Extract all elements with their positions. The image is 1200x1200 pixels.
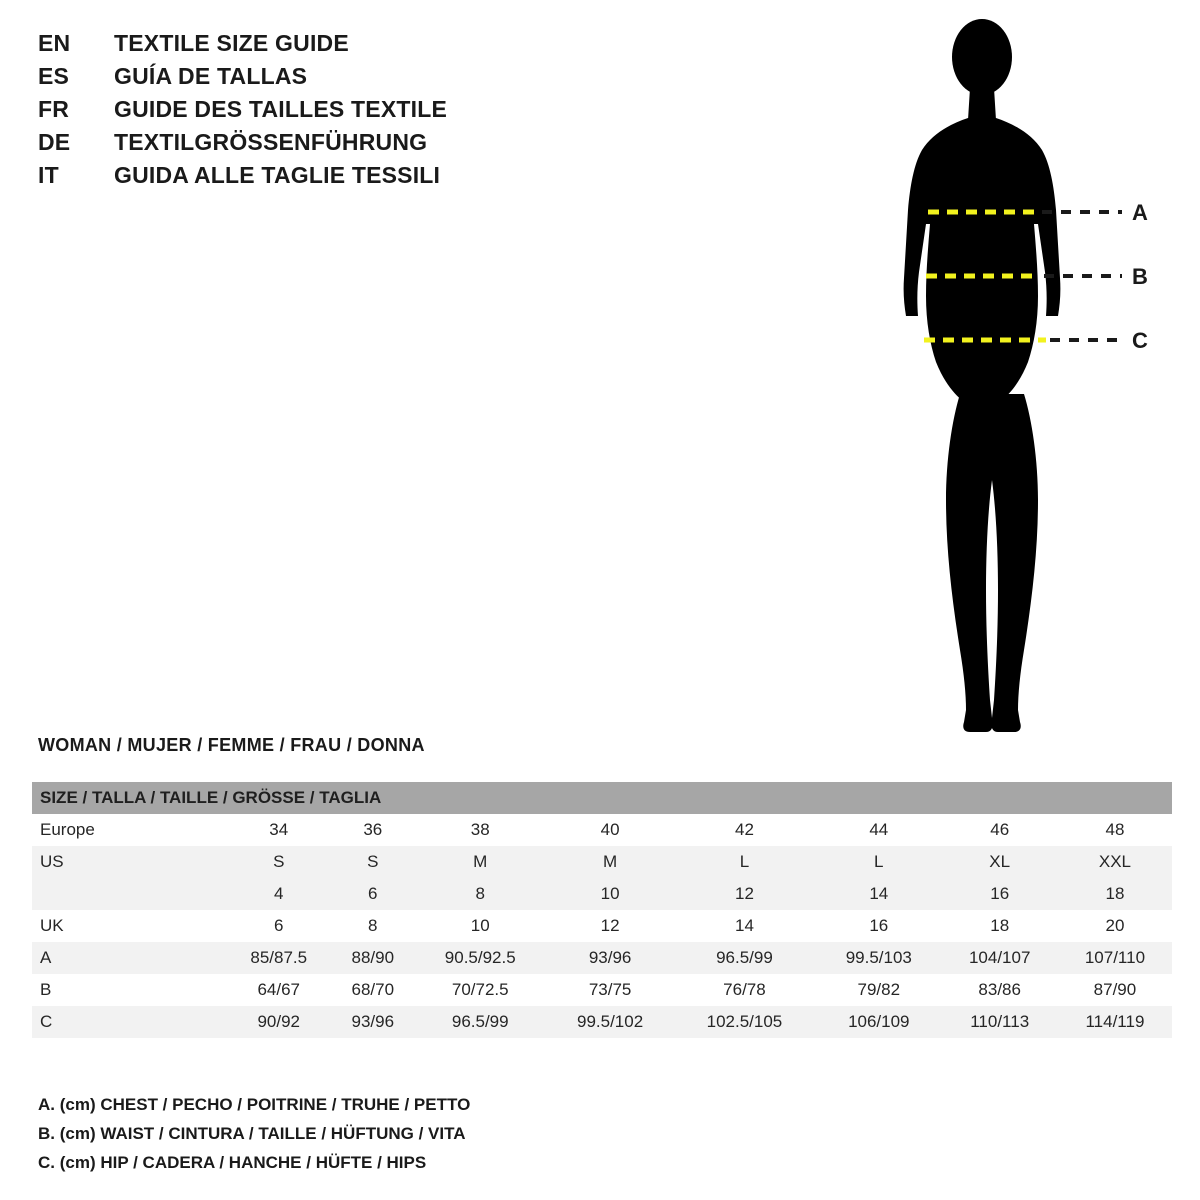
cell: 8 [475,884,485,903]
language-code: EN [38,30,71,56]
table-row [32,878,1172,910]
row-label: Europe [40,820,95,839]
language-title-list [38,30,678,195]
cell: 68/70 [351,980,395,999]
cell: 12 [600,916,620,935]
table-row [32,910,1172,942]
cell: 90/92 [257,1012,301,1031]
language-code: ES [38,63,70,89]
language-row [38,30,678,63]
cell: 40 [600,820,620,839]
cell: 10 [600,884,620,903]
cell: 99.5/102 [577,1012,644,1031]
measure-label-a: A [1132,200,1148,225]
note-chest: A. (cm) CHEST / PECHO / POITRINE / TRUHE / PETTO [38,1095,471,1114]
cell: 20 [1105,916,1125,935]
cell: 14 [734,916,754,935]
cell: 96.5/99 [451,1012,509,1031]
cell: 104/107 [968,948,1031,967]
cell: 90.5/92.5 [444,948,516,967]
cell: 73/75 [588,980,632,999]
note-hip: C. (cm) HIP / CADERA / HANCHE / HÜFTE / HIPS [38,1153,427,1172]
cell: 70/72.5 [451,980,509,999]
language-row [38,129,678,162]
cell: S [367,852,379,871]
note-waist: B. (cm) WAIST / CINTURA / TAILLE / HÜFTUNG / VITA [38,1124,466,1143]
cell: 107/110 [1084,948,1146,967]
cell: 16 [990,884,1010,903]
cell: 96.5/99 [716,948,773,967]
cell: XL [989,852,1011,871]
cell: 76/78 [723,980,766,999]
language-title: GUIDE DES TAILLES TEXTILE [114,96,447,122]
row-label: UK [40,916,64,935]
language-row [38,96,678,129]
cell: 99.5/103 [845,948,912,967]
cell: 8 [368,916,378,935]
row-label: C [40,1012,53,1031]
table-row [32,846,1172,878]
cell: 16 [869,916,889,935]
cell: 93/96 [351,1012,395,1031]
cell: 79/82 [857,980,901,999]
cell: 14 [869,884,889,903]
cell: 48 [1105,820,1125,839]
cell: 34 [269,820,289,839]
cell: 6 [274,916,284,935]
cell: 18 [1105,884,1125,903]
cell: M [603,852,618,871]
language-row [38,63,678,96]
language-title: GUÍA DE TALLAS [114,63,308,89]
cell: L [739,852,750,871]
measure-label-b: B [1132,264,1148,289]
cell: 12 [734,884,754,903]
cell: 6 [368,884,378,903]
cell: 102.5/105 [706,1012,783,1031]
row-label [32,878,225,910]
cell: 87/90 [1093,980,1137,999]
cell: 93/96 [588,948,632,967]
table-caption: WOMAN / MUJER / FEMME / FRAU / DONNA [38,735,425,755]
table-row [32,974,1172,1006]
cell: 64/67 [257,980,301,999]
cell: M [473,852,488,871]
cell: 38 [470,820,490,839]
measurement-notes [38,1090,938,1177]
cell: 85/87.5 [250,948,308,967]
cell: L [874,852,884,871]
cell: 4 [274,884,284,903]
table-row [32,1006,1172,1038]
cell: 83/86 [978,980,1021,999]
language-title: TEXTILE SIZE GUIDE [114,30,349,56]
language-title: TEXTILGRÖSSENFÜHRUNG [114,129,428,155]
measure-label-c: C [1132,328,1148,353]
cell: 106/109 [848,1012,910,1031]
language-row [38,162,678,195]
language-title: GUIDA ALLE TAGLIE TESSILI [114,162,441,188]
language-code: IT [38,162,59,188]
cell: 44 [869,820,889,839]
table-header-label: SIZE / TALLA / TAILLE / GRÖSSE / TAGLIA [40,788,382,807]
table-row [32,814,1172,846]
row-label: A [40,948,52,967]
cell: 18 [990,916,1010,935]
row-label: US [40,852,64,871]
language-code: DE [38,129,71,155]
table-row [32,942,1172,974]
cell: 46 [990,820,1010,839]
cell: 88/90 [351,948,395,967]
row-label: B [40,980,52,999]
cell: 36 [363,820,383,839]
cell: 114/119 [1085,1012,1145,1031]
language-code: FR [38,96,70,122]
size-table [32,782,1172,1038]
table-header-row [32,782,1172,814]
cell: XXL [1098,852,1132,871]
body-measurement-diagram [860,10,1190,750]
cell: 10 [470,916,490,935]
cell: S [273,852,285,871]
cell: 110/113 [970,1012,1030,1031]
female-silhouette-icon [860,10,1190,750]
cell: 42 [734,820,754,839]
